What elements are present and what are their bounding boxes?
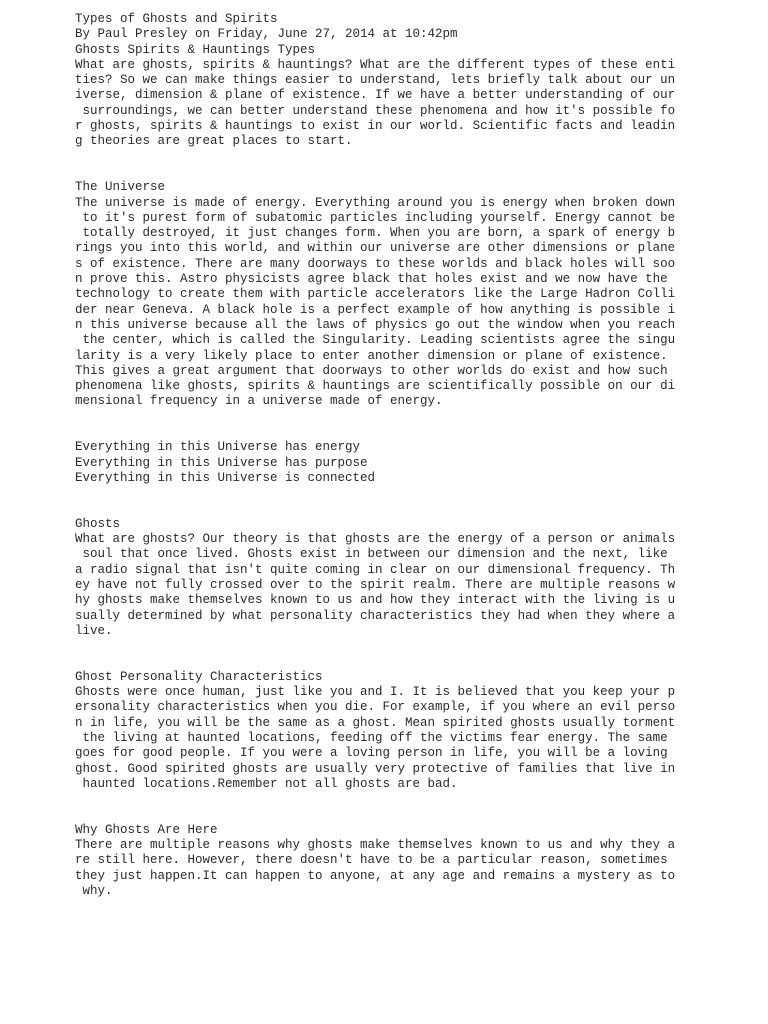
- paragraph-line: soul that once lived. Ghosts exist in between our dimension and the next, like: [75, 547, 668, 562]
- document-subtitle: Ghosts Spirits & Hauntings Types: [75, 42, 316, 57]
- paragraph-line: surroundings, we can better understand these phenomena and how it's possible fo: [75, 103, 676, 118]
- paragraph-line: hy ghosts make themselves known to us and how they interact with the living is u: [75, 593, 676, 608]
- paragraph-line: There are multiple reasons why ghosts make themselves known to us and why they a: [75, 838, 676, 853]
- paragraph-line: technology to create them with particle accelerators like the Large Hadron Colli: [75, 287, 676, 302]
- paragraph-line: sually determined by what personality characteristics they had when they where a: [75, 608, 676, 623]
- paragraph-line: ties? So we can make things easier to understand, lets briefly talk about our un: [75, 73, 676, 88]
- paragraph-line: Ghosts were once human, just like you and I. It is believed that you keep your p: [75, 685, 676, 700]
- paragraph-line: What are ghosts, spirits & hauntings? What are the different types of these enti: [75, 57, 676, 72]
- paragraph-line: What are ghosts? Our theory is that ghosts are the energy of a person or animals: [75, 532, 676, 547]
- paragraph-line: g theories are great places to start.: [75, 134, 353, 149]
- document-title: Types of Ghosts and Spirits: [75, 12, 278, 26]
- paragraph-line: haunted locations.Remember not all ghosts are bad.: [75, 776, 458, 791]
- paragraph-line: ghost. Good spirited ghosts are usually very protective of families that live in: [75, 761, 676, 776]
- paragraph-line: the living at haunted locations, feeding off the victims fear energy. The same: [75, 730, 668, 745]
- paragraph-line: a radio signal that isn't quite coming in clear on our dimensional frequency. Th: [75, 562, 676, 577]
- paragraph-line: live.: [75, 623, 113, 638]
- paragraph-line: s of existence. There are many doorways to these worlds and black holes will soo: [75, 256, 676, 271]
- ghosts-paragraph: [75, 532, 755, 639]
- paragraph-line: they just happen.It can happen to anyone, at any age and remains a mystery as to: [75, 868, 676, 883]
- spacer: [75, 150, 755, 181]
- paragraph-line: der near Geneva. A black hole is a perfect example of how anything is possible i: [75, 302, 676, 317]
- section-heading-why: Why Ghosts Are Here: [75, 822, 218, 837]
- paragraph-line: ersonality characteristics when you die. For example, if you where an evil perso: [75, 700, 676, 715]
- paragraph-line: to it's purest form of subatomic particles including yourself. Energy cannot be: [75, 210, 676, 225]
- section-heading-personality: Ghost Personality Characteristics: [75, 669, 323, 684]
- mantra-line: Everything in this Universe has purpose: [75, 455, 368, 470]
- intro-paragraph: [75, 58, 755, 150]
- document-page: [75, 12, 755, 899]
- spacer: [75, 792, 755, 823]
- mantra-block: [75, 440, 755, 486]
- spacer: [75, 639, 755, 670]
- paragraph-line: why.: [75, 883, 113, 898]
- byline: By Paul Presley on Friday, June 27, 2014 at 10:42pm: [75, 27, 458, 42]
- paragraph-line: goes for good people. If you were a loving person in life, you will be a loving: [75, 746, 668, 761]
- paragraph-line: phenomena like ghosts, spirits & hauntings are scientifically possible on our di: [75, 379, 676, 394]
- paragraph-line: re still here. However, there doesn't have to be a particular reason, sometimes: [75, 853, 668, 868]
- paragraph-line: rings you into this world, and within our universe are other dimensions or plane: [75, 241, 676, 256]
- paragraph-line: The universe is made of energy. Everything around you is energy when broken down: [75, 195, 676, 210]
- universe-paragraph: [75, 196, 755, 410]
- paragraph-line: n prove this. Astro physicists agree black that holes exist and we now have the: [75, 272, 668, 287]
- paragraph-line: mensional frequency in a universe made of energy.: [75, 394, 443, 409]
- mantra-line: Everything in this Universe has energy: [75, 440, 361, 455]
- paragraph-line: n this universe because all the laws of physics go out the window when you reach: [75, 317, 676, 332]
- spacer: [75, 486, 755, 517]
- paragraph-line: ey have not fully crossed over to the spirit realm. There are multiple reasons w: [75, 577, 676, 592]
- paragraph-line: n in life, you will be the same as a ghost. Mean spirited ghosts usually torment: [75, 715, 676, 730]
- paragraph-line: This gives a great argument that doorways to other worlds do exist and how such: [75, 363, 668, 378]
- spacer: [75, 410, 755, 441]
- paragraph-line: totally destroyed, it just changes form. When you are born, a spark of energy b: [75, 226, 676, 241]
- paragraph-line: larity is a very likely place to enter another dimension or plane of existence.: [75, 348, 668, 363]
- paragraph-line: r ghosts, spirits & hauntings to exist in our world. Scientific facts and leadin: [75, 119, 676, 134]
- section-heading-universe: The Universe: [75, 180, 166, 195]
- why-paragraph: [75, 838, 755, 899]
- section-heading-ghosts: Ghosts: [75, 516, 121, 531]
- personality-paragraph: [75, 685, 755, 792]
- mantra-line: Everything in this Universe is connected: [75, 470, 376, 485]
- paragraph-line: iverse, dimension & plane of existence. If we have a better understanding of our: [75, 88, 676, 103]
- paragraph-line: the center, which is called the Singularity. Leading scientists agree the singu: [75, 333, 676, 348]
